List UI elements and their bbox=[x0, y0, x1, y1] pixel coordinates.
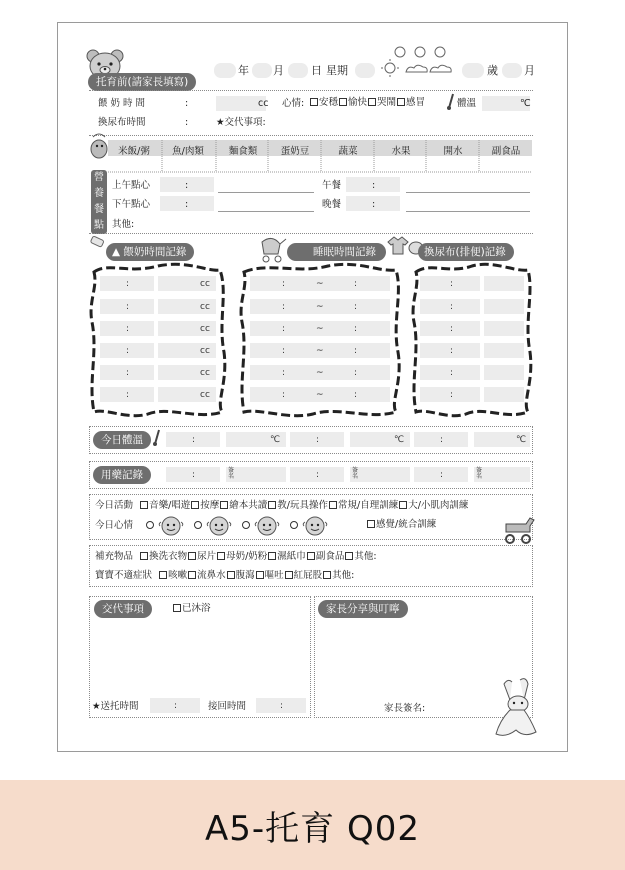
symptoms-line bbox=[95, 571, 354, 581]
colon: : bbox=[316, 435, 320, 445]
checkbox[interactable] bbox=[140, 501, 148, 509]
pickup-time-field bbox=[150, 698, 200, 713]
handover-notes-label: ★交代事項: bbox=[216, 117, 266, 128]
feeding-time-cell bbox=[100, 321, 154, 336]
tilde: ~ bbox=[316, 324, 324, 334]
checkbox[interactable] bbox=[191, 501, 199, 509]
milk-time-label: 餵 奶 時 間 bbox=[98, 98, 146, 109]
medication-sign-2 bbox=[350, 467, 410, 482]
diaper-note-cell bbox=[484, 343, 524, 358]
other-label: 其他: bbox=[112, 219, 135, 230]
thermometer-icon bbox=[153, 429, 161, 447]
diaper-time-cell bbox=[420, 321, 480, 336]
colon: : bbox=[354, 324, 358, 334]
celsius-unit: ℃ bbox=[516, 435, 527, 445]
symptoms-label: 寶寶不適症狀 bbox=[95, 570, 153, 581]
sleep-time-cell bbox=[250, 276, 390, 291]
mood-radio[interactable] bbox=[194, 521, 202, 529]
mood-label: 心情: bbox=[282, 98, 305, 109]
dinner-line bbox=[406, 211, 530, 212]
medication-sign-1 bbox=[226, 467, 286, 482]
month-field bbox=[252, 63, 272, 78]
sleep-time-cell bbox=[250, 343, 390, 358]
cc-unit: cc bbox=[258, 98, 269, 109]
colon: : bbox=[282, 346, 286, 356]
activity-routine: 常規/自理訓練 bbox=[338, 500, 399, 511]
colon: : bbox=[282, 390, 286, 400]
temperature-time-3 bbox=[414, 432, 468, 447]
handover-title: 交代事項 bbox=[94, 600, 152, 618]
age-years-label: 歲 bbox=[487, 64, 498, 77]
morning-snack-label: 上午點心 bbox=[112, 180, 151, 191]
colon: : bbox=[282, 302, 286, 312]
temperature-value-2 bbox=[350, 432, 410, 447]
colon: : bbox=[354, 368, 358, 378]
symptom-other: 其他: bbox=[332, 570, 355, 581]
checkbox[interactable] bbox=[173, 604, 181, 612]
feeding-time-cell bbox=[100, 387, 154, 402]
column-header-vegetables: 蔬菜 bbox=[338, 146, 358, 157]
diaper-time-cell bbox=[420, 343, 480, 358]
side-label-char: 養 bbox=[94, 188, 104, 199]
checkbox[interactable] bbox=[159, 571, 167, 579]
checkbox[interactable] bbox=[310, 98, 318, 106]
nutrition-side-label bbox=[91, 170, 107, 234]
temperature-time-2 bbox=[290, 432, 344, 447]
colon: : bbox=[126, 368, 130, 378]
signature-label: 簽名 bbox=[228, 467, 235, 480]
checkbox[interactable] bbox=[227, 571, 235, 579]
checkbox[interactable] bbox=[397, 98, 405, 106]
tilde: ~ bbox=[316, 368, 324, 378]
supplies-label: 補充物品 bbox=[95, 551, 134, 562]
colon: : bbox=[192, 470, 196, 480]
baby-face-icon bbox=[206, 514, 232, 536]
medication-sign-3 bbox=[474, 467, 530, 482]
temperature-time-1 bbox=[166, 432, 220, 447]
colon: : bbox=[450, 279, 454, 289]
checkbox[interactable] bbox=[367, 520, 375, 528]
mood-option-crying: 哭鬧 bbox=[377, 97, 397, 108]
medication-title: 用藥記錄 bbox=[93, 466, 151, 484]
tilde: ~ bbox=[316, 390, 324, 400]
checkbox[interactable] bbox=[268, 501, 276, 509]
sleep-log-title: 睡眠時間記錄 bbox=[287, 243, 386, 261]
feeding-amount-cell bbox=[158, 365, 216, 380]
cc-unit: cc bbox=[200, 390, 210, 400]
baby-bottle-icon bbox=[88, 234, 108, 252]
mood-today-label: 今日心情 bbox=[95, 520, 134, 531]
activity-toys: 教/玩具操作 bbox=[277, 500, 328, 511]
feeding-amount-cell bbox=[158, 299, 216, 314]
colon: : bbox=[282, 368, 286, 378]
year-field bbox=[214, 63, 236, 78]
cc-unit: cc bbox=[200, 279, 210, 289]
weekday-field bbox=[355, 63, 375, 78]
supply-wipes: 濕紙巾 bbox=[277, 551, 306, 562]
column-header-water: 開水 bbox=[443, 146, 463, 157]
colon: : bbox=[354, 390, 358, 400]
column-header-egg-dairy-bean: 蛋奶豆 bbox=[280, 146, 310, 157]
rocking-horse-icon bbox=[500, 512, 536, 546]
month-label: 月 bbox=[273, 64, 284, 77]
bottle-icon: ▲ bbox=[112, 246, 124, 258]
stroller-icon bbox=[258, 236, 288, 264]
diaper-time-cell bbox=[420, 387, 480, 402]
baby-face-icon bbox=[302, 514, 328, 536]
side-label-char: 點 bbox=[94, 220, 104, 231]
colon: : bbox=[372, 199, 376, 210]
sleep-time-cell bbox=[250, 321, 390, 336]
checkbox[interactable] bbox=[140, 552, 148, 560]
medication-time-3 bbox=[414, 467, 468, 482]
diaper-time-cell bbox=[420, 365, 480, 380]
weather-icons bbox=[380, 44, 460, 80]
medication-time-1 bbox=[166, 467, 220, 482]
mood-option-cold: 感冒 bbox=[406, 97, 426, 108]
symptom-diaper-rash: 紅屁股 bbox=[293, 570, 323, 581]
colon: : bbox=[185, 199, 189, 210]
checkbox[interactable] bbox=[268, 552, 276, 560]
celsius-unit: ℃ bbox=[520, 98, 531, 109]
diaper-time-cell bbox=[420, 276, 480, 291]
feeding-time-cell bbox=[100, 343, 154, 358]
nutrition-grid bbox=[108, 156, 532, 172]
lunch-line bbox=[406, 192, 530, 193]
activity-reading: 繪本共讀 bbox=[229, 500, 268, 511]
checkbox[interactable] bbox=[399, 501, 407, 509]
colon: : bbox=[440, 470, 444, 480]
colon: : bbox=[174, 701, 178, 711]
temperature-label: 體溫 bbox=[457, 98, 477, 109]
mood-option-calm: 安穩 bbox=[319, 97, 339, 108]
colon: : bbox=[282, 324, 286, 334]
sleep-time-cell bbox=[250, 365, 390, 380]
dinner-label: 晚餐 bbox=[322, 199, 342, 210]
chick-icon bbox=[89, 131, 109, 161]
temperature-value-1 bbox=[226, 432, 286, 447]
tilde: ~ bbox=[316, 302, 324, 312]
column-header-supplementary-food: 副食品 bbox=[491, 146, 521, 157]
colon: : bbox=[185, 117, 189, 128]
diaper-time-cell bbox=[420, 299, 480, 314]
colon: : bbox=[185, 98, 189, 109]
mood-radio[interactable] bbox=[146, 521, 154, 529]
side-label-char: 營 bbox=[94, 172, 104, 183]
age-months-field bbox=[502, 63, 522, 78]
feeding-amount-cell bbox=[158, 387, 216, 402]
signature-label: 簽名 bbox=[476, 467, 483, 480]
signature-label: 簽名 bbox=[352, 467, 359, 480]
parent-signature-label: 家長簽名: bbox=[384, 703, 426, 714]
mood-options bbox=[309, 98, 425, 108]
diaper-note-cell bbox=[484, 299, 524, 314]
colon: : bbox=[126, 302, 130, 312]
feeding-time-cell bbox=[100, 276, 154, 291]
supply-clothes: 換洗衣物 bbox=[149, 551, 188, 562]
colon: : bbox=[280, 701, 284, 711]
nutrition-header-row bbox=[108, 140, 532, 156]
tilde: ~ bbox=[316, 346, 324, 356]
colon: : bbox=[354, 302, 358, 312]
checkbox[interactable] bbox=[285, 571, 293, 579]
sleep-time-cell bbox=[250, 299, 390, 314]
checkbox[interactable] bbox=[339, 98, 347, 106]
bunny-doll-icon bbox=[490, 676, 542, 742]
cc-unit: cc bbox=[200, 368, 210, 378]
colon: : bbox=[126, 279, 130, 289]
colon: : bbox=[126, 346, 130, 356]
return-time-field bbox=[256, 698, 306, 713]
feeding-amount-cell bbox=[158, 343, 216, 358]
parent-notes-title: 家長分享與叮嚀 bbox=[318, 600, 408, 618]
colon: : bbox=[192, 435, 196, 445]
cc-unit: cc bbox=[200, 346, 210, 356]
checkbox[interactable] bbox=[256, 571, 264, 579]
supply-milk: 母奶/奶粉 bbox=[226, 551, 268, 562]
colon: : bbox=[126, 324, 130, 334]
colon: : bbox=[354, 279, 358, 289]
diaper-note-cell bbox=[484, 365, 524, 380]
return-time-label: 接回時間 bbox=[208, 701, 247, 712]
supply-food: 副食品 bbox=[315, 551, 345, 562]
bathed-label: 已沐浴 bbox=[182, 603, 211, 614]
symptom-diarrhea: 腹瀉 bbox=[235, 570, 255, 581]
checkbox[interactable] bbox=[329, 501, 337, 509]
column-header-fruit: 水果 bbox=[391, 146, 411, 157]
feeding-log-title bbox=[106, 243, 194, 261]
pickup-time-label: ★送托時間 bbox=[92, 701, 139, 712]
day-field bbox=[288, 63, 308, 78]
diaper-note-cell bbox=[484, 321, 524, 336]
colon: : bbox=[450, 302, 454, 312]
activity-motor: 大/小肌肉訓練 bbox=[408, 500, 469, 511]
morning-snack-line bbox=[218, 192, 314, 193]
temperature-title: 今日體溫 bbox=[93, 431, 151, 449]
colon: : bbox=[440, 435, 444, 445]
colon: : bbox=[450, 346, 454, 356]
intake-title-pill: 托育前(請家長填寫) bbox=[88, 73, 196, 91]
checkbox[interactable] bbox=[323, 571, 331, 579]
column-header-fish-meat: 魚/肉類 bbox=[172, 146, 204, 157]
divider bbox=[89, 90, 533, 91]
feeding-time-cell bbox=[100, 299, 154, 314]
diaper-time-label: 換尿布時間 bbox=[98, 117, 146, 128]
feeding-log-title-text: 餵奶時間記錄 bbox=[123, 246, 187, 258]
mood-radio[interactable] bbox=[290, 521, 298, 529]
year-label: 年 bbox=[238, 64, 249, 77]
supply-diapers: 尿片 bbox=[197, 551, 217, 562]
mood-radio[interactable] bbox=[242, 521, 250, 529]
day-label: 日 bbox=[311, 64, 322, 77]
symptom-runny-nose: 流鼻水 bbox=[197, 570, 226, 581]
checkbox[interactable] bbox=[307, 552, 315, 560]
colon: : bbox=[450, 368, 454, 378]
colon: : bbox=[126, 390, 130, 400]
divider bbox=[89, 135, 533, 136]
checkbox[interactable] bbox=[188, 571, 196, 579]
tilde: ~ bbox=[316, 279, 324, 289]
baby-face-icon bbox=[158, 514, 184, 536]
celsius-unit: ℃ bbox=[394, 435, 405, 445]
activity-music: 音樂/唱遊 bbox=[149, 500, 191, 511]
cc-unit: cc bbox=[200, 302, 210, 312]
sensory-option bbox=[366, 520, 436, 530]
checkbox[interactable] bbox=[368, 98, 376, 106]
supply-other: 其他: bbox=[354, 551, 377, 562]
activities-line bbox=[95, 501, 468, 511]
thermometer-icon bbox=[447, 93, 455, 111]
colon: : bbox=[185, 180, 189, 191]
afternoon-snack-line bbox=[218, 211, 314, 212]
activity-massage: 按摩 bbox=[200, 500, 220, 511]
temperature-value-3 bbox=[474, 432, 530, 447]
colon: : bbox=[354, 346, 358, 356]
age-months-label: 月 bbox=[524, 64, 535, 77]
diaper-note-cell bbox=[484, 276, 524, 291]
checkbox[interactable] bbox=[217, 552, 225, 560]
colon: : bbox=[372, 180, 376, 191]
colon: : bbox=[450, 390, 454, 400]
side-label-char: 餐 bbox=[94, 204, 104, 215]
checkbox[interactable] bbox=[220, 501, 228, 509]
diaper-log-title: 換尿布(排便)記錄 bbox=[418, 243, 514, 261]
lunch-label: 午餐 bbox=[322, 180, 342, 191]
divider bbox=[89, 233, 533, 234]
checkbox[interactable] bbox=[345, 552, 353, 560]
feeding-amount-cell bbox=[158, 276, 216, 291]
diaper-note-cell bbox=[484, 387, 524, 402]
mood-option-happy: 愉快 bbox=[348, 97, 368, 108]
supplies-line bbox=[95, 552, 377, 562]
checkbox[interactable] bbox=[188, 552, 196, 560]
medication-time-2 bbox=[290, 467, 344, 482]
product-title: A5-托育 Q02 bbox=[205, 808, 420, 849]
celsius-unit: ℃ bbox=[270, 435, 281, 445]
cc-unit: cc bbox=[200, 324, 210, 334]
feeding-time-cell bbox=[100, 365, 154, 380]
symptom-cough: 咳嗽 bbox=[168, 570, 188, 581]
colon: : bbox=[316, 470, 320, 480]
feeding-amount-cell bbox=[158, 321, 216, 336]
footer-banner bbox=[0, 780, 625, 870]
column-header-rice: 米飯/粥 bbox=[118, 146, 150, 157]
age-years-field bbox=[462, 63, 484, 78]
symptom-vomit: 嘔吐 bbox=[264, 570, 284, 581]
baby-face-icon bbox=[254, 514, 280, 536]
afternoon-snack-label: 下午點心 bbox=[112, 199, 151, 210]
colon: : bbox=[282, 279, 286, 289]
sleep-time-cell bbox=[250, 387, 390, 402]
sensory-label: 感覺/統合訓練 bbox=[376, 519, 437, 530]
column-header-noodles: 麵食類 bbox=[228, 146, 258, 157]
bathed-option bbox=[172, 604, 211, 614]
colon: : bbox=[450, 324, 454, 334]
weekday-label: 星期 bbox=[326, 64, 348, 77]
activities-label: 今日活動 bbox=[95, 500, 134, 511]
